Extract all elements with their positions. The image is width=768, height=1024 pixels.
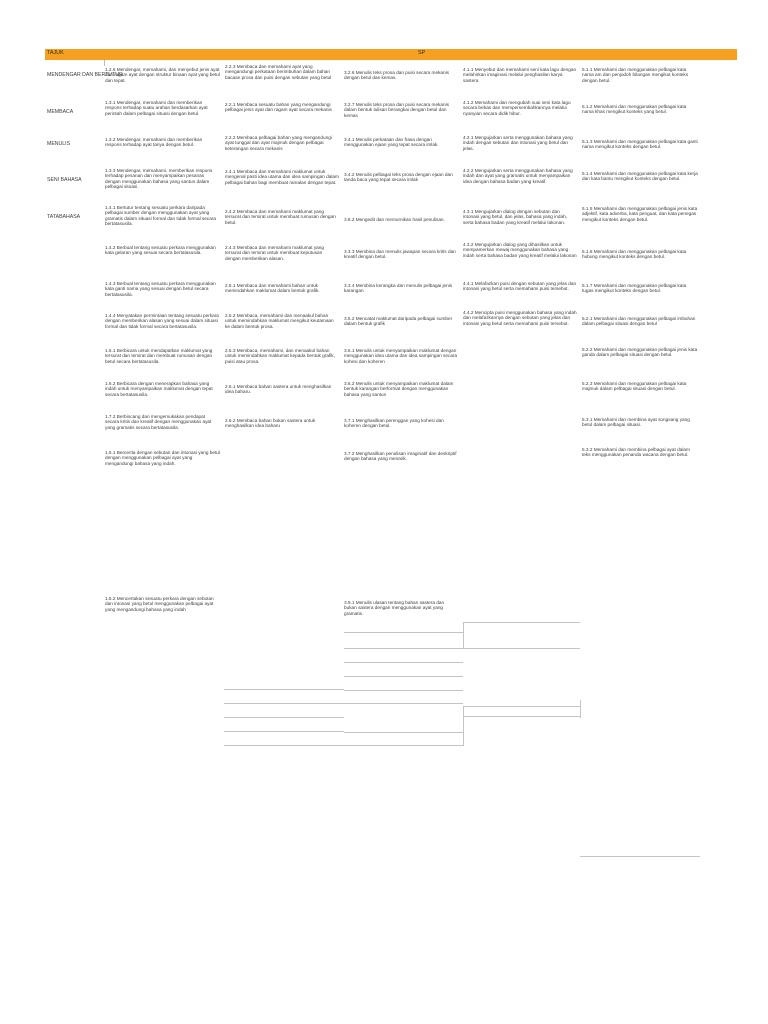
sp-cell: 3.9.1 Menulis ulasan tentang bahan sastera dan bukan sastera dengan menggunakan ayat yang gramatis. (344, 600, 445, 616)
grid-line (344, 732, 463, 733)
sp-cell: 1.3.1 Mendengar, memahami dan memberikan respons terhadap suatu arahan berdasarkan ayat perintah dalam pelbagai situasi dengan betul. (105, 100, 208, 116)
sp-cell: 3.6.1 Menulis untuk menyampaikan maklumat dengan menggunakan idea utama dan idea sampingan secara kohesi dan koheren (344, 348, 458, 364)
grid-line (463, 716, 581, 717)
sp-cell: 2.5.1 Membaca dan memahami bahan untuk memindahkan maklumat dalam bentuk grafik. (225, 283, 320, 294)
grid-line (344, 676, 463, 677)
sp-cell: 2.6.2 Membaca bahan bukan sastera untuk menghasilkan idea baharu (225, 418, 316, 429)
topic-membaca: MEMBACA (47, 109, 74, 115)
sp-cell: 2.4.3 Membaca dan memahami maklumat yang tersurat dan tersirat untuk membuat keputusan dengan memberikan alasan. (225, 245, 325, 261)
grid-line (344, 648, 580, 649)
topic-menulis: MENULIS (47, 141, 71, 147)
sp-cell: 1.4.4 Menyatakan permintaan tentang sesuatu perkara dengan memberikan alasan yang sesuai dalam situasi formal dan tidak formal secara bertatasusila. (105, 313, 219, 329)
topic-seni-bahasa: SENI BAHASA (47, 177, 82, 183)
sp-cell: 3.7.1 Menghasilkan perenggan yang kohesi dan koheren dengan betul. (344, 418, 444, 429)
sp-cell: 2.2.2 Membaca pelbagai bahan yang mengandungi ayat tunggal dan ayat majmuk dengan pelbagai keterangan secara mekanis (225, 135, 332, 151)
sp-cell: 3.8.2 Mengedit dan memurnikan hasil penulisan. (344, 217, 445, 222)
sp-cell: 3.2.6 Menulis teks prosa dan puisi secara mekanis dengan betul dan kemas. (344, 70, 450, 81)
sp-cell: 1.3.2 Mendengar, memahami dan memberikan respons terhadap ayat tanya dengan betul. (105, 137, 203, 148)
sp-cell: 5.2.1 Memahami dan menggunakan pelbagai imbuhan dalam pelbagai situasi dengan betul (582, 316, 696, 327)
sp-cell: 3.3.3 Membina dan menulis jawapan secara kritis dan kreatif dengan betul. (344, 249, 456, 260)
grid-line (224, 703, 463, 704)
sp-cell: 2.4.1 Membaca dan memahami maklumat untuk mengenal pasti idea utama dan idea sampingan dalam pelbagai bahan bagi membuat ramalan dengan tepat. (225, 169, 339, 185)
header-sp: SP (418, 50, 426, 56)
sp-cell: 2.4.2 Membaca dan memahami maklumat yang tersurat dan tersirat untuk membuat rumusan dengan betul. (225, 209, 336, 225)
sp-cell: 3.6.2 Menulis untuk menyampaikan maklumat dalam bentuk karangan berformat dengan menggunakan bahasa yang santun (344, 381, 454, 397)
sp-cell: 4.2.1 Mengujarkan serta menggunakan bahasa yang indah dengan sebutan dan intonasi yang betul dan jelas. (463, 135, 573, 151)
grid-line (224, 731, 344, 732)
grid-line (344, 632, 463, 633)
sp-cell: 5.2.2 Memahami dan menggunakan pelbagai jenis kata ganda dalam pelbagai situasi dengan betul. (582, 347, 698, 358)
sp-cell: 1.3.3 Mendengar, memahami, memberikan respons terhadap pesanan dan menyampaikan pesanan dengan menggunakan bahasa yang santun dalam pelbagai situasi. (105, 168, 213, 190)
grid-line (224, 689, 344, 690)
sp-cell: 5.3.2 Memahami dan membina pelbagai ayat dalam teks menggunakan penanda wacana dengan betul. (582, 447, 690, 458)
sp-cell: 4.1.1 Menyebut dan memahami seni kata lagu dengan melahirkan imaginasi melalui penghasilan karya sastera (463, 67, 577, 83)
sp-cell: 3.5.2 Mencatat maklumat daripada pelbagai sumber dalam bentuk grafik (344, 316, 453, 327)
sp-cell: 5.1.2 Memahami dan menggunakan pelbagai kata nama khas mengikut konteks yang betul. (582, 104, 687, 115)
header-tajuk: TAJUK (47, 50, 64, 56)
sp-cell: 5.1.6 Memahami dan menggunakan pelbagai kata hubung mengikut konteks dengan betul. (582, 249, 687, 260)
sp-cell: 3.4.2 Menulis pelbagai teks prosa dengan ejaan dan tanda baca yang tepat secara imlak (344, 172, 453, 183)
sp-cell: 1.6.2 Berbicara dengan menerapkan bahasa yang indah untuk menyampaikan maklumat dengan tepat secara bertatasusila. (105, 381, 213, 397)
sp-cell: 3.3.4 Membina kerangka dan menulis pelbagai jenis karangan (344, 283, 453, 294)
sp-cell: 1.6.1 Berbicara untuk mendapatkan maklumat yang tersurat dan tersirat dan membuat rumusan dengan betul secara bertatasusila. (105, 348, 213, 364)
sp-cell: 5.3.1 Memahami dan membina ayat songsang yang betul dalam pelbagai situasi. (582, 417, 690, 428)
sp-cell: 5.2.3 Memahami dan menggunakan pelbagai kata majmuk dalam pelbagai situasi dengan betul. (582, 381, 687, 392)
sp-cell: 4.2.2 Mengujarkan serta menggunakan bahasa yang indah dan ayat yang gramatis untuk menyampaikan idea dengan bahasa badan yang kreatif. (463, 168, 573, 184)
sp-cell: 4.3.2 Mengujarkan dialog yang dihasilkan untuk mempamerkan mewaj menggunakan bahasa yang indah serta bahasa badan yang kreatif melalui lakonan (463, 242, 577, 258)
header-divider (104, 60, 105, 66)
sp-cell: 3.7.2 Menghasilkan penulisan imaginatif dan deskriptif dengan bahasa yang menarik. (344, 451, 457, 462)
topic-mendengar-bertutur: MENDENGAR DAN BERTUTUR (47, 72, 123, 78)
sp-cell: 4.4.1 Melafazkan puisi dengan sebutan yang jelas dan intonasi yang betul serta memahami puisi tersebut. (463, 281, 577, 292)
table-header-bar (45, 49, 737, 60)
grid-line (344, 662, 463, 663)
sp-cell: 2.5.2 Membaca, memahami dan menaakul bahan untuk memindahkan maklumat mengikut keutamaan ke dalam bentuk prosa. (225, 313, 334, 329)
sp-cell: 5.1.3 Memahami dan menggunakan pelbagai kata ganti nama mengikut konteks dengan betul. (582, 139, 698, 150)
sp-cell: 1.2.6 Mendengar, memahami, dan menyebut jenis ayat dan ragam ayat dengan struktur binaan ayat yang betul dan tepat. (105, 67, 220, 83)
grid-line (344, 745, 463, 746)
sp-cell: 4.4.2 Mencipta puisi menggunakan bahasa yang indah dan melafazkannya dengan sebutan yang jelas dan intonasi yang betul serta memahami puisi tersebut. (463, 310, 577, 326)
sp-cell: 5.1.5 Memahami dan menggunakan pelbagai jenis kata adjektif, kata adverba, kata penguat, dan kata penegas mengikut konteks dengan betul. (582, 206, 698, 222)
grid-line (463, 622, 464, 649)
grid-line (463, 706, 464, 746)
grid-line (580, 856, 700, 857)
sp-cell: 4.1.2 Memahami dan mengubah suai seni kata lagu secara bebas dan mempersembahkannya melalui nyanyian secara didik hibur. (463, 100, 571, 116)
sp-cell: 1.5.1 Bercerita dengan sebutan dan intonasi yang betul dengan menggunakan pelbagai ayat yang mengandungi bahasa yang indah. (105, 450, 220, 466)
sp-cell: 1.5.2 Mencertakan sesuatu perkara dengan sebutan dan intonasi yang betul menggunakan pelbagai ayat yang mengandungi bahasa yang indah (105, 596, 214, 612)
sp-cell: 4.3.1 Mengujarkan dialog dengan sebutan dan intonasi yang betul, dan jelas, bahasa yang indah, serta bahasa badan yang kreatif melalui lakonan. (463, 209, 567, 225)
sp-cell: 5.1.4 Memahami dan menggunakan pelbagai kata kerja dan kata bantu mengikut konteks dengan betul. (582, 171, 698, 182)
sp-cell: 3.4.1 Menulis perkataan dan frasa dengan menggunakan ejaan yang tepat secara imlak. (344, 137, 439, 148)
sp-cell: 2.2.3 Membaca dan memahami ayat yang mengandungi perkataan berimbuhan dalam bahan bacaan prosa dan puisi dengan sebutan yang betul (225, 64, 332, 80)
sp-cell: 5.1.1 Memahami dan menggunakan pelbagai kata nama am dan penjodoh bilangan mengikut konteks dengan betul. (582, 67, 689, 83)
sp-cell: 1.7.2 Berbincang dan mengemukakan pendapat secara kritis dan kreatif dengan menggunakan ayat yang gramatis secara bertatasusila. (105, 414, 212, 430)
sp-cell: 1.4.1 Bertutur tentang sesuatu perkara daripada pelbagai sumber dengan menggunakan ayat yang gramatis dalam situasi formal dan tidak formal secara bertatasusila. (105, 205, 216, 227)
sp-cell: 2.2.1 Membaca sesuatu bahan yang mengandungi pelbagai jenis ayat dan ragam ayat secara mekanis (225, 102, 332, 113)
sp-cell: 2.6.1 Membaca bahan sastera untuk menghasilkan idea baharu. (225, 384, 332, 395)
sp-cell: 1.4.3 Berbual tentang sesuatu perkara menggunakan kata ganti nama yang sesuai dengan betul secara bertatasusila. (105, 281, 216, 297)
grid-line (463, 622, 580, 623)
grid-line (344, 690, 463, 691)
sp-cell: 5.1.7 Memahami dan menggunakan pelbagai kata tugas mengikut konteks dengan betul. (582, 283, 687, 294)
grid-line (463, 706, 580, 707)
grid-line (224, 745, 344, 746)
grid-line (224, 717, 344, 718)
sp-cell: 3.2.7 Menulis teks prosa dan puisi secara mekanis dalam bentuk tulisan berangkai dengan betul dan kemas (344, 102, 450, 118)
sp-cell: 2.5.3 Membaca, memahami, dan menaakul bahan untuk memindahkan maklumat kepada bentuk grafik, puisi atau prosa. (225, 348, 335, 364)
topic-tatabahasa: TATABAHASA (47, 214, 81, 220)
sp-cell: 1.4.2 Berbual tentang sesuatu perkara menggunakan kata gelaran yang sesuai secara bertatasusila. (105, 245, 216, 256)
